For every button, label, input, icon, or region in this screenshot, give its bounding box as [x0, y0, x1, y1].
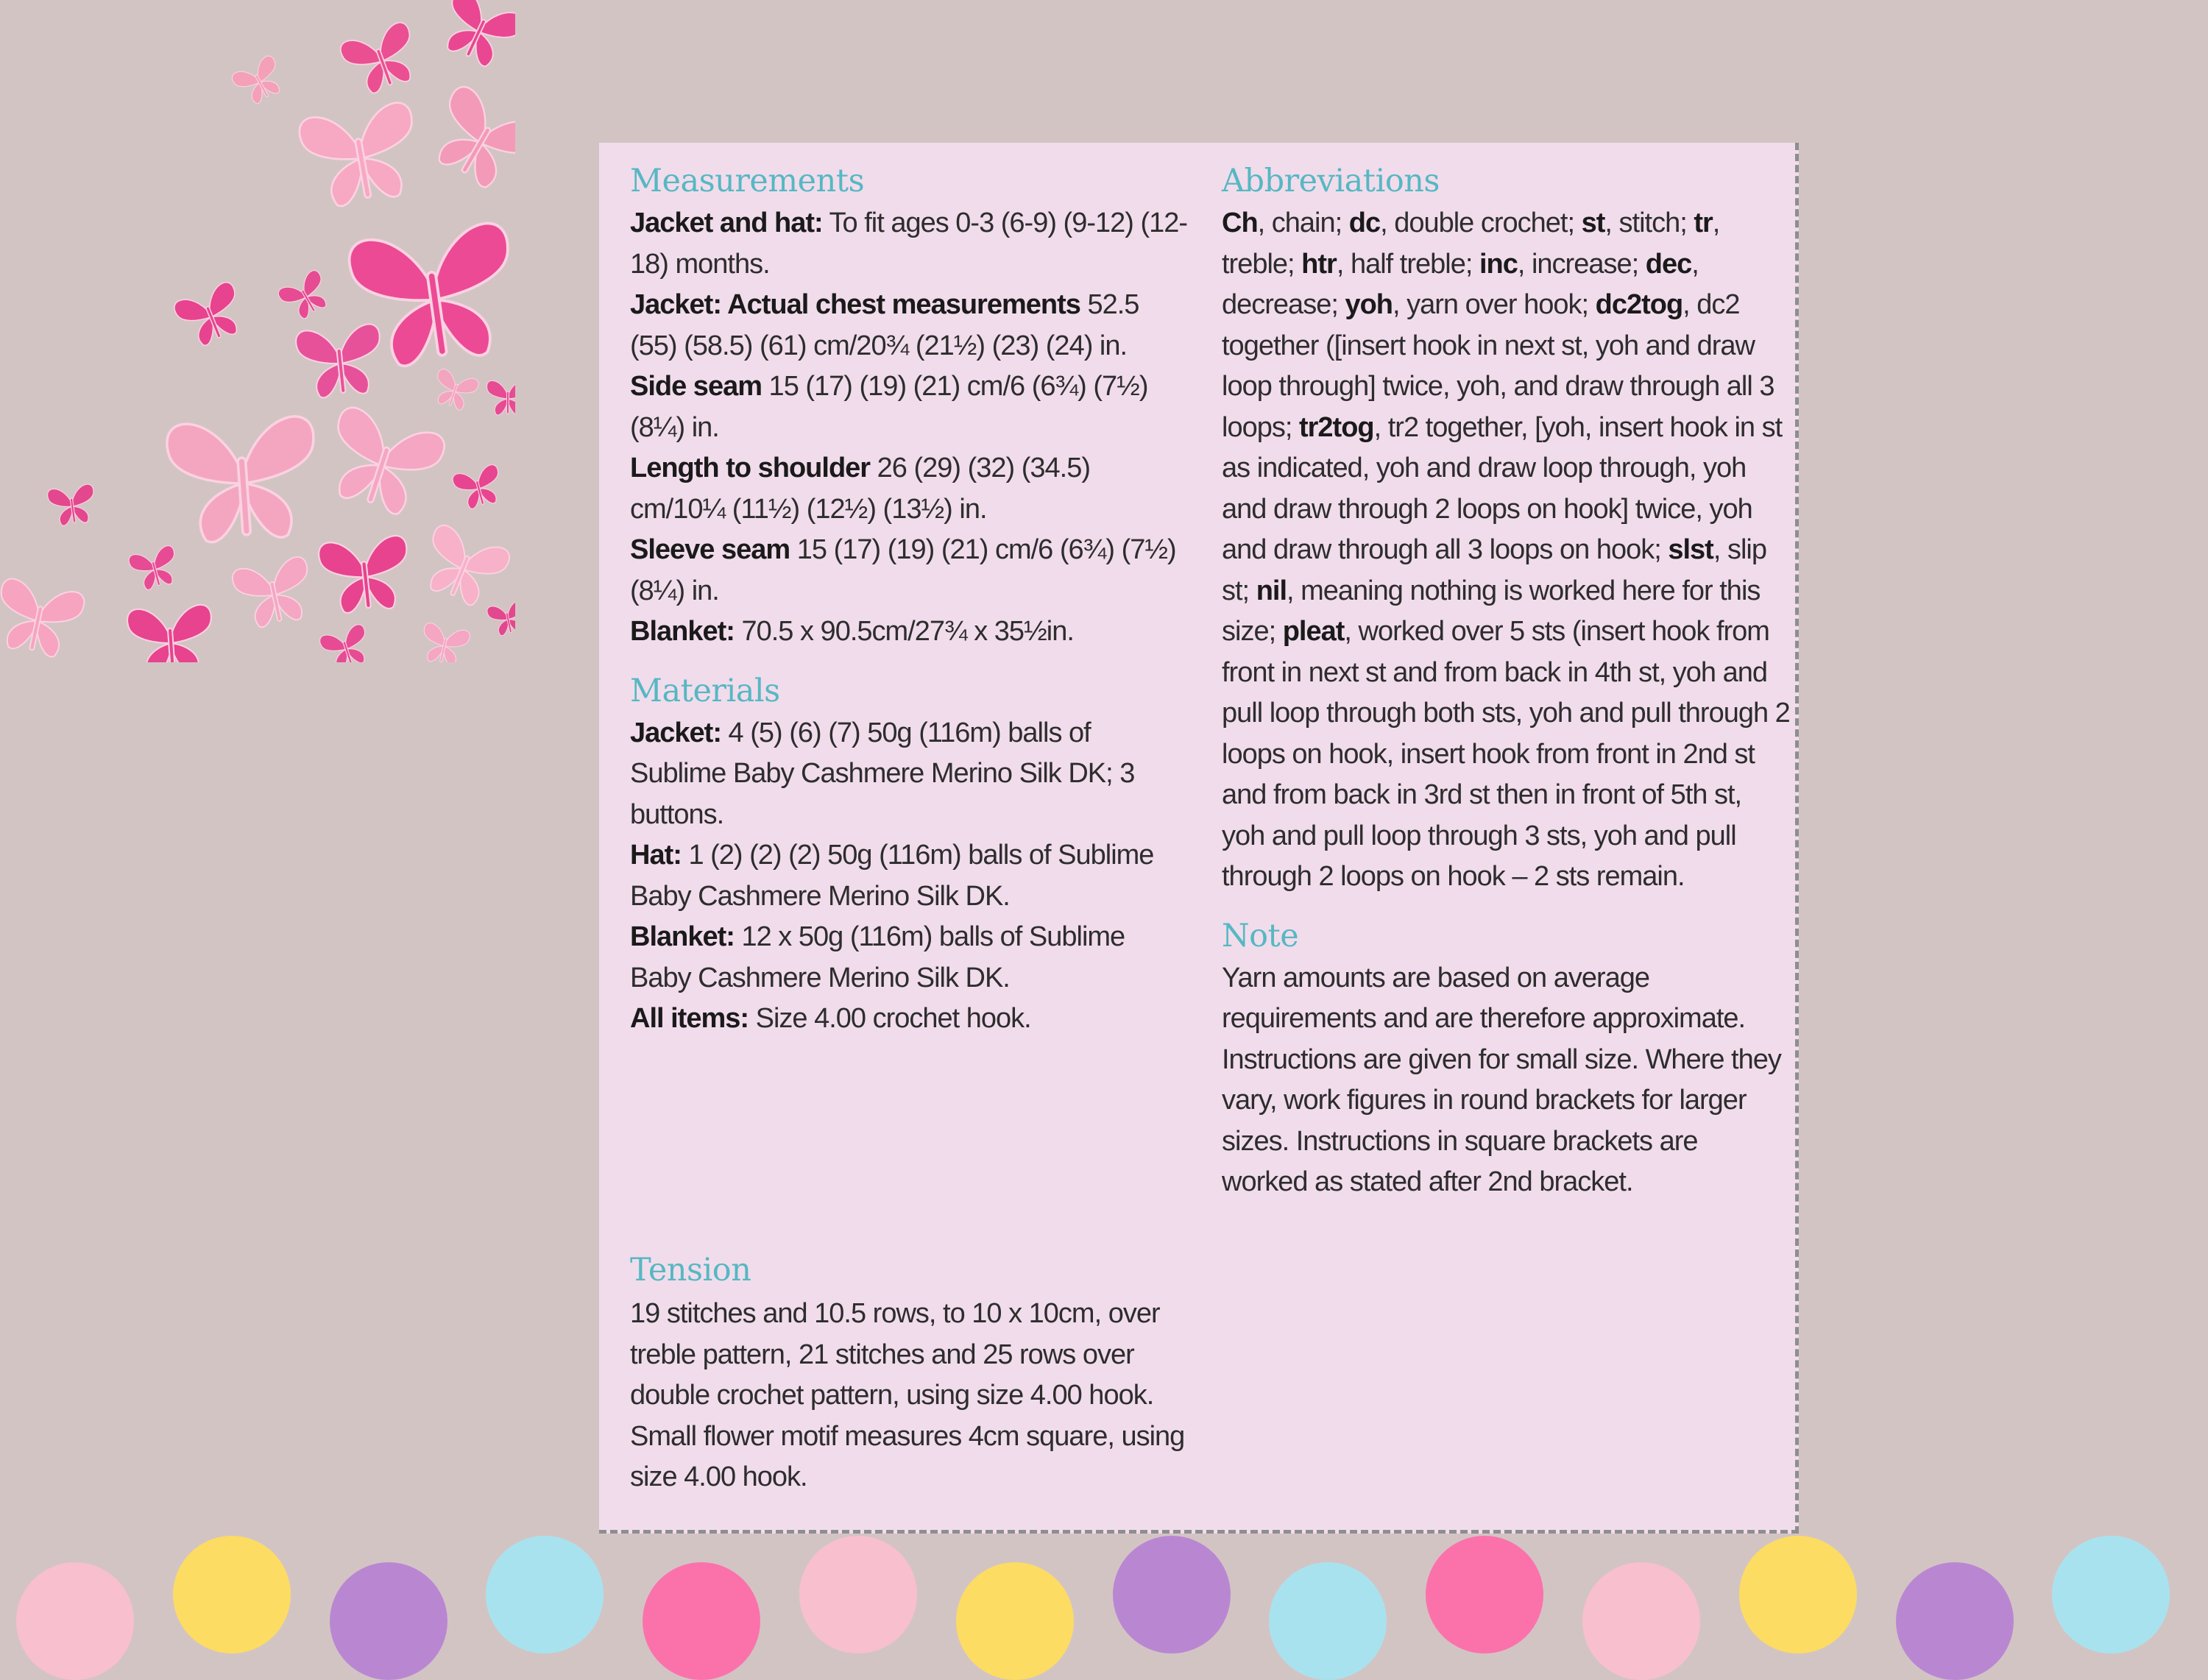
abbreviation-text: , treble;	[1222, 208, 1720, 280]
butterfly-icon	[172, 280, 250, 352]
polka-dot	[1896, 1562, 2014, 1680]
polka-dot	[643, 1562, 760, 1680]
abbreviation-text: , meaning nothing is worked here for this size;	[1222, 575, 1761, 647]
abbreviation-label: inc	[1479, 248, 1518, 280]
polka-dot	[486, 1536, 604, 1654]
polka-dot	[1582, 1562, 1700, 1680]
abbreviation-text: , stitch;	[1604, 208, 1694, 238]
butterfly-icon	[487, 380, 515, 414]
abbreviation-label: slst	[1668, 534, 1713, 565]
material-text: Size 4.00 crochet hook.	[749, 1003, 1031, 1034]
butterfly-icon	[166, 415, 320, 545]
abbreviation-label: tr2tog	[1298, 411, 1374, 443]
measurement-label: Sleeve seam	[630, 534, 790, 565]
measurement-text: 26 (29) (32) (34.5) cm/10¼ (11½) (12½) (13½) in.	[630, 453, 1090, 525]
measurement-text: 70.5 x 90.5cm/27¾ x 35½in.	[734, 616, 1074, 647]
butterfly-icon	[451, 464, 506, 512]
note-heading: Note	[1222, 917, 1299, 954]
polka-dot	[956, 1562, 1074, 1680]
polka-dot	[1426, 1536, 1543, 1654]
polka-dot	[16, 1562, 134, 1680]
abbreviation-label: Ch	[1222, 208, 1258, 238]
butterfly-icon	[127, 604, 215, 662]
material-text: 4 (5) (6) (7) 50g (116m) balls of Sublime Baby Cashmere Merino Silk DK; 3 buttons.	[630, 717, 1135, 830]
material-label: Hat:	[630, 840, 682, 871]
butterfly-decoration	[0, 0, 515, 662]
material-label: Jacket:	[630, 717, 721, 748]
abbreviation-label: htr	[1301, 248, 1337, 280]
measurement-text: 15 (17) (19) (21) cm/6 (6¾) (7½) (8¼) in.	[630, 534, 1176, 606]
abbreviations-heading: Abbreviations	[1222, 163, 1440, 199]
butterfly-icon	[47, 483, 98, 527]
abbreviations-body	[1222, 203, 1790, 898]
abbreviation-text: , worked over 5 sts (insert hook from front in next st and from back in 4th st, yoh and pull loop through both sts, yoh and pull through 2 loops on hook, insert hook from front in 2nd st and from back in 3rd st then in front of 5th st, yoh and pull loop through 3 sts, yoh and pull through 2 loops on hook – 2 sts remain.	[1222, 616, 1790, 892]
butterfly-icon	[295, 323, 386, 400]
abbreviation-label: st	[1581, 208, 1605, 238]
pattern-card	[599, 143, 1799, 1534]
butterfly-icon	[418, 622, 471, 662]
abbreviation-text: , slip st;	[1222, 534, 1766, 606]
material-label: All items:	[630, 1003, 749, 1034]
measurement-text: 15 (17) (19) (21) cm/6 (6¾) (7½) (8¼) in.	[630, 371, 1148, 443]
abbreviation-label: yoh	[1345, 289, 1393, 320]
measurement-label: Jacket and hat:	[630, 208, 823, 238]
butterfly-icon	[486, 600, 515, 638]
materials-body	[630, 713, 1189, 1040]
tension-body: 19 stitches and 10.5 rows, to 10 x 10cm, over treble pattern, 21 stitches and 25 rows over double crochet pattern, using size 4.00 hook. Small flower motif measures 4cm square, using size 4.00 hook.	[630, 1298, 1185, 1492]
polka-dot	[330, 1562, 447, 1680]
butterfly-icon	[338, 20, 425, 99]
butterfly-icon	[230, 556, 317, 631]
butterfly-icon	[127, 545, 182, 593]
abbreviation-text: , yarn over hook;	[1393, 289, 1596, 320]
butterfly-icon	[230, 54, 289, 109]
butterfly-icon	[276, 269, 335, 325]
right-column	[1222, 159, 1790, 1203]
butterfly-icon	[432, 0, 515, 74]
butterfly-icon	[430, 368, 480, 414]
abbreviation-text: , increase;	[1517, 248, 1646, 280]
abbreviation-text: , decrease;	[1222, 248, 1699, 320]
measurement-label: Jacket: Actual chest measurements	[630, 289, 1080, 320]
abbreviation-label: pleat	[1282, 616, 1345, 647]
polka-dot	[173, 1536, 291, 1654]
material-text: 12 x 50g (116m) balls of Sublime Baby Cashmere Merino Silk DK.	[630, 921, 1125, 993]
butterfly-icon	[318, 535, 413, 616]
measurement-label: Side seam	[630, 371, 762, 402]
abbreviation-label: tr	[1694, 208, 1713, 238]
material-label: Blanket:	[630, 921, 735, 952]
abbreviation-label: dc	[1348, 208, 1381, 238]
polka-dot	[2052, 1536, 2170, 1654]
polka-dot	[1113, 1536, 1231, 1654]
polka-dot	[1269, 1562, 1387, 1680]
abbreviation-label: dec	[1645, 248, 1692, 280]
butterfly-icon	[319, 623, 374, 662]
abbreviation-text: , tr2 together, [yoh, insert hook in st as indicated, yoh and draw loop through, yoh and draw through 2 loops on hook] twice, yoh and draw through all 3 loops on hook;	[1222, 411, 1783, 565]
butterfly-icon	[420, 82, 515, 199]
measurement-label: Length to shoulder	[630, 453, 871, 483]
butterfly-icon	[0, 577, 86, 662]
polka-dot	[799, 1536, 917, 1654]
material-text: 1 (2) (2) (2) 50g (116m) balls of Sublime Baby Cashmere Merino Silk DK.	[630, 840, 1154, 912]
butterfly-icon	[316, 404, 447, 522]
note-body: Yarn amounts are based on average requirements and are therefore approximate. Instructions are given for small size. Where they vary, work figures in round brackets for larger sizes. Instructions in square brackets are worked as stated after 2nd bracket.	[1222, 962, 1781, 1197]
measurements-body	[630, 203, 1189, 653]
butterfly-icon	[414, 522, 512, 612]
measurement-text: 52.5 (55) (58.5) (61) cm/20¾ (21½) (23) (24) in.	[630, 289, 1139, 361]
butterfly-icon	[297, 101, 425, 211]
left-column	[630, 159, 1189, 1492]
materials-heading: Materials	[630, 672, 780, 709]
abbreviation-label: dc2tog	[1595, 289, 1683, 320]
measurements-heading: Measurements	[630, 163, 865, 199]
abbreviation-text: , chain;	[1257, 208, 1349, 238]
polka-dot	[1739, 1536, 1857, 1654]
abbreviation-text: , double crochet;	[1380, 208, 1582, 238]
measurement-text: To fit ages 0-3 (6-9) (9-12) (12-18) months.	[630, 208, 1188, 280]
abbreviation-label: nil	[1256, 575, 1287, 606]
abbreviation-text: , dc2 together ([insert hook in next st, yoh and draw loop through] twice, yoh, and draw through all 3 loops;	[1222, 289, 1774, 443]
tension-heading: Tension	[630, 1252, 751, 1289]
abbreviation-text: , half treble;	[1336, 248, 1479, 280]
measurement-label: Blanket:	[630, 616, 735, 647]
